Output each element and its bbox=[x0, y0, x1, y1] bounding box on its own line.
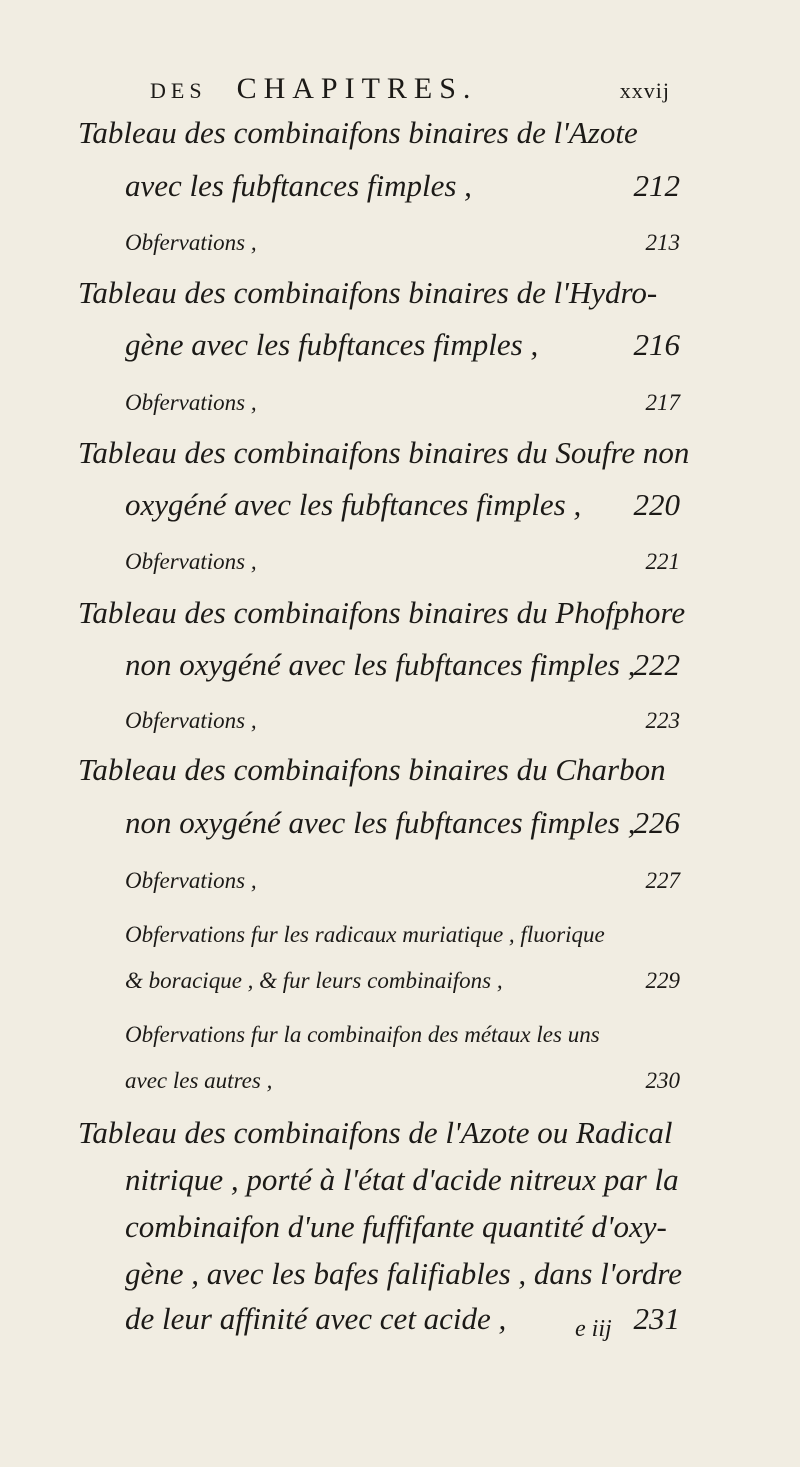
toc-page-number: 222 bbox=[633, 647, 680, 682]
toc-entry-text: combinaifon d'une fuffifante quantité d'oxy- bbox=[125, 1209, 667, 1244]
header-des: DES bbox=[150, 78, 207, 103]
toc-entry-text: Obfervations , bbox=[125, 549, 257, 574]
toc-page-number: 226 bbox=[633, 805, 680, 840]
toc-page-number: 231 bbox=[633, 1301, 680, 1336]
toc-entry-text: avec les fubftances fimples , bbox=[125, 168, 472, 203]
signature-mark: e iij bbox=[575, 1316, 612, 1342]
toc-entry-text: Tableau des combinaifons binaires de l'Hydro- bbox=[78, 275, 658, 310]
toc-entry-text: Tableau des combinaifons binaires du Soufre non bbox=[78, 435, 690, 470]
toc-entry-text: Tableau des combinaifons de l'Azote ou Radical bbox=[78, 1115, 673, 1150]
toc-entry-text: Tableau des combinaifons binaires de l'Azote bbox=[78, 115, 638, 150]
toc-entry-text: nitrique , porté à l'état d'acide nitreux par la bbox=[125, 1162, 679, 1197]
toc-entry-text: Obfervations , bbox=[125, 708, 257, 733]
toc-page-number: 212 bbox=[633, 168, 680, 203]
toc-entry-text: de leur affinité avec cet acide , bbox=[125, 1301, 507, 1336]
running-header bbox=[150, 72, 670, 106]
toc-entry-text: oxygéné avec les fubftances fimples , bbox=[125, 487, 582, 522]
toc-entry-text: Tableau des combinaifons binaires du Phofphore bbox=[78, 595, 686, 630]
toc-entry-text: & boracique , & fur leurs combinaifons , bbox=[125, 968, 503, 993]
toc-page-number: 220 bbox=[633, 487, 680, 522]
toc-page-number: 229 bbox=[645, 968, 680, 993]
toc-entry-text: avec les autres , bbox=[125, 1068, 273, 1093]
toc-entry-text: non oxygéné avec les fubftances fimples , bbox=[125, 647, 636, 682]
toc-page-number: 213 bbox=[645, 230, 680, 255]
toc-entry-text: gène , avec les bafes falifiables , dans l'ordre bbox=[125, 1256, 683, 1291]
toc-page-number: 227 bbox=[645, 868, 680, 893]
toc-page-number: 230 bbox=[645, 1068, 680, 1093]
toc-entry-text: Obfervations , bbox=[125, 230, 257, 255]
toc-page-number: 223 bbox=[645, 708, 680, 733]
page-folio: xxvij bbox=[619, 78, 670, 103]
toc-page-number: 216 bbox=[633, 327, 680, 362]
header-chapitres: CHAPITRES. bbox=[236, 72, 478, 105]
toc-entry-text: Obfervations fur la combinaifon des métaux les uns bbox=[125, 1022, 600, 1047]
toc-entry-text: gène avec les fubftances fimples , bbox=[125, 327, 539, 362]
toc-entry-text: Obfervations , bbox=[125, 390, 257, 415]
toc-entry-text: Obfervations fur les radicaux muriatique , fluorique bbox=[125, 922, 605, 947]
toc-entry-text: Tableau des combinaifons binaires du Charbon bbox=[78, 752, 666, 787]
toc-entry-text: non oxygéné avec les fubftances fimples , bbox=[125, 805, 636, 840]
toc-page-number: 221 bbox=[645, 549, 680, 574]
toc-page-number: 217 bbox=[645, 390, 680, 415]
toc-entry-text: Obfervations , bbox=[125, 868, 257, 893]
